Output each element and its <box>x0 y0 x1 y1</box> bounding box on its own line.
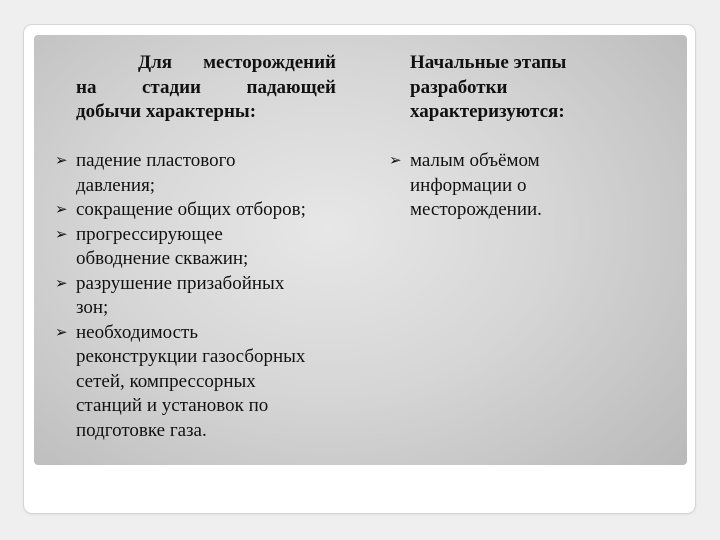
list-item-line: зон; <box>76 297 109 318</box>
list-item-line: станций и установок по <box>76 395 269 416</box>
list-item <box>55 321 356 444</box>
list-item <box>55 272 356 321</box>
list-item-line: сетей, компрессорных <box>76 370 256 392</box>
list-item <box>55 223 356 272</box>
list-item <box>55 149 356 198</box>
heading-line: характеризуются: <box>410 101 565 122</box>
heading-line: разработки <box>410 76 508 98</box>
list-item-line: давления; <box>76 174 156 196</box>
heading-line: Начальные этапы <box>410 52 567 73</box>
list-item-line: малым объёмом <box>410 150 540 171</box>
list-item-line: разрушение призабойных <box>76 272 285 294</box>
arrow-bullet-icon: ➢ <box>389 153 402 169</box>
arrow-bullet-icon: ➢ <box>55 153 68 169</box>
right-column-heading <box>410 51 610 125</box>
heading-line: добычи характерны: <box>76 101 257 122</box>
heading-line: на стадии падающей <box>76 76 336 98</box>
list-item <box>389 149 610 223</box>
heading-line: Для месторождений <box>138 52 336 73</box>
list-item-line: сокращение общих отборов; <box>76 199 306 220</box>
right-bullet-list <box>389 149 610 223</box>
arrow-bullet-icon: ➢ <box>55 202 68 218</box>
list-item <box>55 198 356 223</box>
left-bullet-list <box>55 149 356 443</box>
list-item-line: реконструкции газосборных <box>76 346 306 367</box>
list-item-line: необходимость <box>76 321 199 343</box>
list-item-line: информации о <box>410 174 527 196</box>
arrow-bullet-icon: ➢ <box>55 226 68 243</box>
list-item-line: падение пластового <box>76 150 236 171</box>
arrow-bullet-icon: ➢ <box>55 275 68 292</box>
left-column-heading <box>76 51 336 125</box>
list-item-line: обводнение скважин; <box>76 248 249 269</box>
list-item-line: прогрессирующее <box>76 223 223 245</box>
list-item-line: подготовке газа. <box>76 419 207 441</box>
arrow-bullet-icon: ➢ <box>55 324 68 341</box>
list-item-line: месторождении. <box>410 199 542 220</box>
